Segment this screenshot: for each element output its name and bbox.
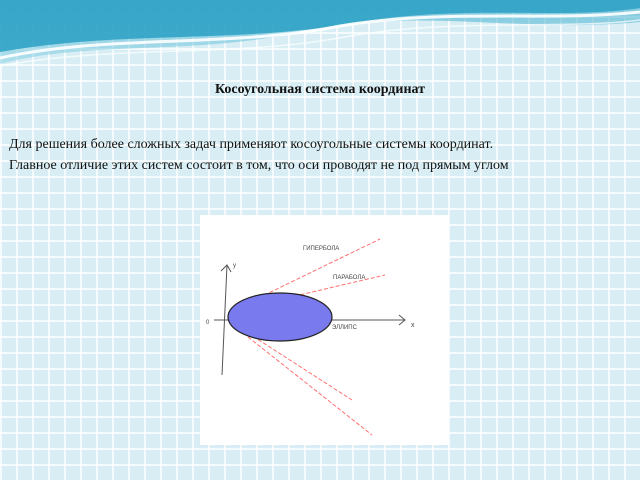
hyperbola-label: ГИПЕРБОЛА bbox=[303, 246, 340, 252]
x-axis-label: x bbox=[411, 322, 415, 329]
parabola-lower-line bbox=[248, 333, 352, 400]
y-axis-arrow bbox=[221, 265, 231, 272]
body-paragraph-2: Главное отличие этих систем состоит в том, что оси проводят не под прямым углом bbox=[9, 158, 509, 173]
decorative-wave-header bbox=[0, 0, 640, 80]
slide-title-text: Косоугольная система координат bbox=[214, 82, 426, 97]
hyperbola-lower-line bbox=[248, 337, 372, 435]
body-text bbox=[9, 134, 640, 176]
coordinate-figure-svg bbox=[200, 215, 449, 445]
y-axis-label: y bbox=[233, 263, 236, 269]
coordinate-figure bbox=[200, 215, 449, 445]
ellipse-shape bbox=[228, 293, 332, 341]
parabola-label: ПАРАБОЛА bbox=[333, 275, 366, 281]
origin-label: 0 bbox=[206, 320, 210, 326]
slide-title bbox=[0, 82, 640, 98]
body-paragraph-1: Для решения более сложных задач применяют косоугольные системы координат. bbox=[9, 137, 494, 152]
ellipse-label: ЭЛЛИПС bbox=[332, 325, 357, 331]
